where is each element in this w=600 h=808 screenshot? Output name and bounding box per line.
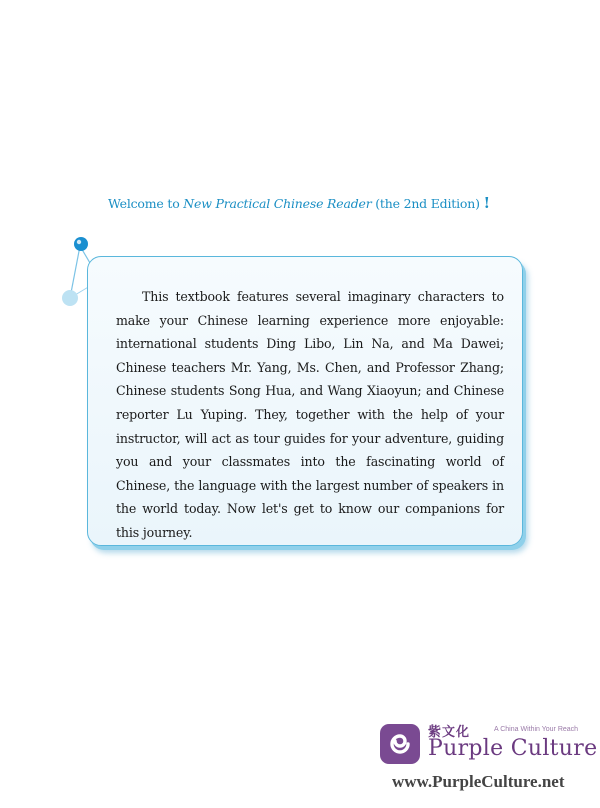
purple-culture-watermark: [378, 718, 600, 808]
watermark-url: www.PurpleCulture.net: [392, 772, 565, 791]
intro-paragraph: This textbook features several imaginary characters to make your Chinese learning experience more enjoyable: international students Ding Libo, Lin Na, and Ma Dawei; Chinese teachers Mr. Yang, Ms. Chen, and Professor Zhang; Chinese students Song Hua, and Wang Xiaoyun; and Chinese reporter Lu Yuping. They, together with the help of your instructor, will act as tour guides for your adventure, guiding you and your classmates into the fascinating world of Chinese, the language with the largest number of speakers in the world today. Now let's get to know our companions for this journey.: [116, 289, 504, 540]
watermark-chinese: 紫文化: [428, 725, 471, 740]
watermark-name: Purple Culture: [428, 736, 598, 761]
title-suffix: (the 2nd Edition): [371, 196, 480, 211]
title-prefix: Welcome to: [108, 196, 184, 211]
watermark-tagline: A China Within Your Reach: [494, 726, 579, 733]
title-exclamation: !: [483, 194, 490, 212]
intro-card: [87, 256, 523, 546]
purple-culture-swirl-icon: [378, 722, 422, 766]
book-title: New Practical Chinese Reader: [183, 196, 372, 211]
